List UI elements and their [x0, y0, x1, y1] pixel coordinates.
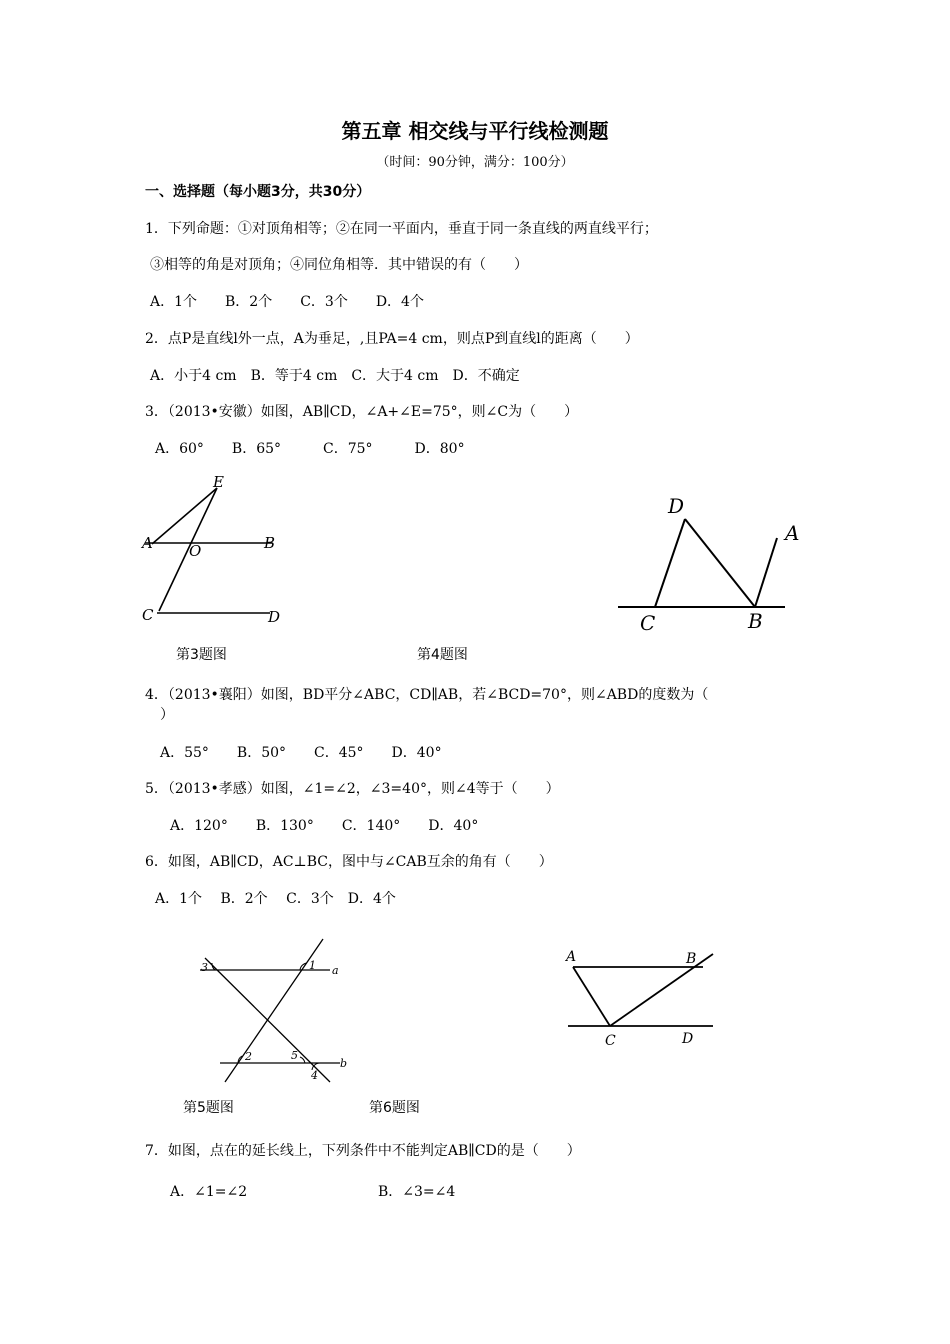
fig6-label-d: D [682, 1031, 694, 1047]
figure-6-caption: 第6题图 [369, 1100, 420, 1116]
question-3-stem: 3．（2013•安徽）如图，AB∥CD，∠A+∠E=75°，则∠C为（ ） [145, 404, 579, 420]
figure-5-caption: 第5题图 [183, 1100, 234, 1116]
question-4-stem: 4．（2013•襄阳）如图，BD平分∠ABC，CD∥AB，若∠BCD=70°，则∠ABD的度数为（ [145, 687, 709, 703]
fig3-label-b: B [264, 534, 276, 552]
question-3-options: A．60° B．65° C．75° D．80° [155, 441, 465, 457]
fig6-label-a: A [566, 949, 577, 965]
question-2-options: A．小于4 cm B．等于4 cm C．大于4 cm D．不确定 [150, 368, 520, 384]
question-7-stem: 7．如图，点在的延长线上，下列条件中不能判定AB∥CD的是（ ） [145, 1143, 581, 1159]
fig5-angle-4: 4 [311, 1069, 318, 1082]
figure-4-diagram [610, 488, 810, 638]
fig4-label-a: A [785, 521, 800, 545]
question-6-options: A．1个 B．2个 C．3个 D．4个 [155, 891, 396, 907]
fig5-angle-5: 5 [291, 1049, 298, 1062]
fig3-label-o: O [189, 542, 202, 560]
figure-3-diagram [135, 470, 305, 630]
question-4-options: A．55° B．50° C．45° D．40° [160, 745, 442, 761]
page-subtitle: （时间：90分钟，满分：100分） [376, 155, 574, 170]
question-7-option-a: A．∠1=∠2 [170, 1184, 248, 1200]
fig5-angle-1: 1 [309, 959, 316, 972]
question-5-stem: 5．（2013•孝感）如图，∠1=∠2，∠3=40°，则∠4等于（ ） [145, 781, 560, 797]
figure-6-diagram [560, 945, 725, 1055]
fig4-label-c: C [640, 611, 656, 635]
figure-3-caption: 第3题图 [176, 647, 227, 663]
fig3-label-e: E [213, 473, 224, 491]
fig5-line-b: b [340, 1057, 348, 1070]
question-1-stem: 1．下列命题：①对顶角相等；②在同一平面内，垂直于同一条直线的两直线平行； [145, 221, 658, 237]
question-4-stem-cont: ） [160, 707, 174, 723]
fig3-label-d: D [268, 608, 281, 626]
question-1-stem-cont: ③相等的角是对顶角；④同位角相等．其中错误的有（ ） [150, 257, 528, 273]
fig4-label-d: D [668, 494, 685, 518]
question-5-options: A．120° B．130° C．140° D．40° [170, 818, 479, 834]
fig5-angle-3: 3 [201, 961, 208, 974]
page-title: 第五章 相交线与平行线检测题 [341, 119, 609, 143]
figure-5-diagram [190, 930, 370, 1090]
question-2-stem: 2．点P是直线l外一点，A为垂足，,且PA=4 cm，则点P到直线l的距离（ ） [145, 331, 639, 347]
figure-4-caption: 第4题图 [417, 647, 468, 663]
fig5-line-a: a [332, 964, 339, 977]
question-7-option-b: B．∠3=∠4 [378, 1184, 456, 1200]
question-6-stem: 6．如图，AB∥CD，AC⊥BC，图中与∠CAB互余的角有（ ） [145, 854, 553, 870]
fig3-label-c: C [142, 606, 154, 624]
fig6-label-b: B [686, 951, 697, 967]
fig5-angle-2: 2 [245, 1050, 252, 1063]
section-heading: 一、选择题（每小题3分，共30分） [145, 184, 371, 200]
fig4-label-b: B [748, 609, 763, 633]
fig6-label-c: C [605, 1033, 616, 1049]
fig3-label-a: A [142, 534, 153, 552]
question-1-options: A．1个 B．2个 C．3个 D．4个 [150, 294, 424, 310]
